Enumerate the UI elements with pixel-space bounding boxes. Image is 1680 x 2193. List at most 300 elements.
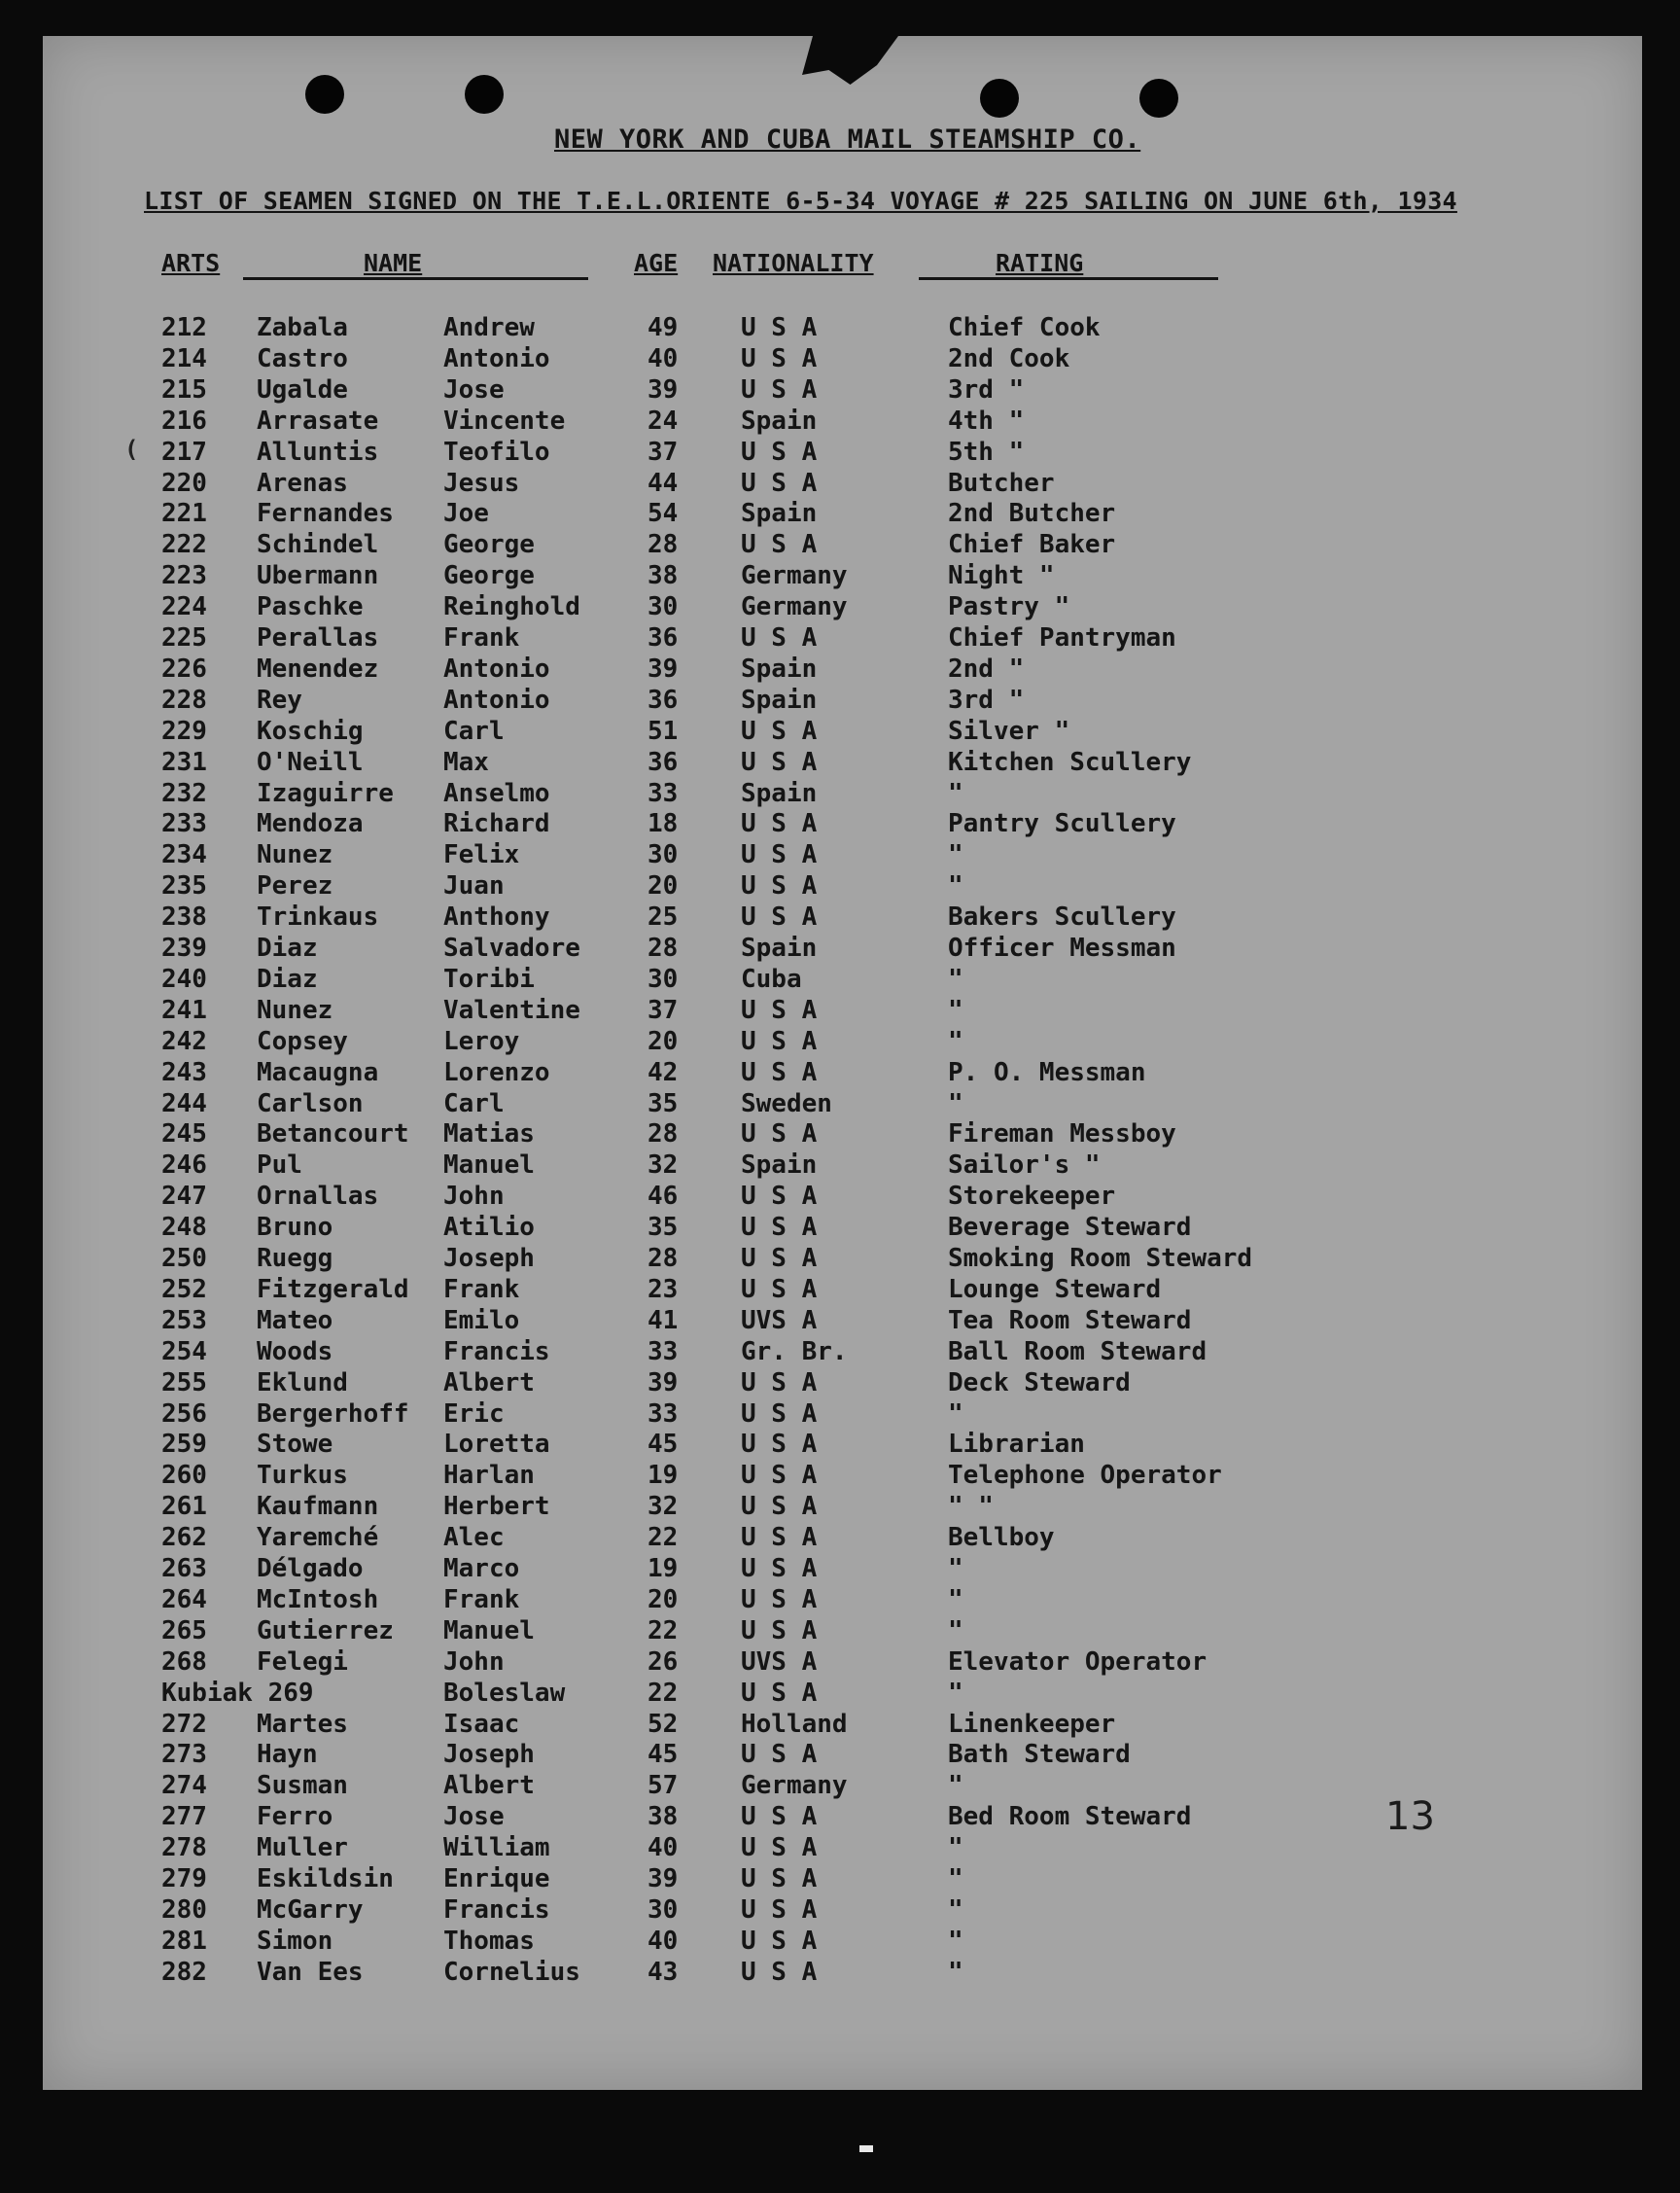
punch-hole (465, 75, 504, 114)
row-number: 244 (161, 1088, 207, 1118)
row-rating: Telephone Operator (948, 1461, 1222, 1491)
row-nationality: UVS A (741, 1305, 818, 1335)
row-age: 42 (648, 1057, 679, 1087)
row-rating: " (948, 1894, 963, 1925)
row-nationality: U S A (741, 468, 818, 498)
table-row (0, 1554, 1680, 1585)
table-row (0, 561, 1680, 592)
table-row (0, 686, 1680, 717)
row-number: 242 (161, 1026, 207, 1056)
row-surname: Yaremché (257, 1523, 379, 1553)
row-age: 39 (648, 1864, 679, 1893)
row-surname: Turkus (257, 1461, 348, 1491)
row-given-name: Leroy (443, 1026, 520, 1056)
row-surname: Martes (257, 1709, 348, 1739)
row-number: 235 (161, 871, 207, 902)
row-nationality: U S A (741, 1274, 818, 1304)
row-age: 44 (648, 468, 679, 498)
row-surname: Trinkaus (257, 902, 379, 933)
row-rating: Ball Room Steward (948, 1336, 1208, 1366)
row-number: 226 (161, 654, 207, 684)
row-given-name: Jesus (443, 468, 520, 498)
row-rating: 2nd Butcher (948, 499, 1116, 529)
row-surname: Eskildsin (257, 1864, 394, 1893)
row-given-name: Albert (443, 1367, 535, 1397)
table-row (0, 717, 1680, 748)
row-surname: Simon (257, 1926, 333, 1956)
row-given-name: Emilo (443, 1305, 520, 1335)
row-given-name: George (443, 530, 535, 560)
row-nationality: U S A (741, 1119, 818, 1150)
row-number: 260 (161, 1461, 207, 1491)
row-rating: P. O. Messman (948, 1057, 1146, 1087)
page-number: 13 (1385, 1794, 1435, 1839)
row-number: 255 (161, 1367, 207, 1397)
row-surname: Mendoza (257, 809, 364, 839)
table-row (0, 1647, 1680, 1679)
row-nationality: Gr. Br. (741, 1336, 848, 1366)
row-surname: Gutierrez (257, 1615, 394, 1645)
row-rating: " (948, 964, 963, 994)
row-rating: 3rd " (948, 374, 1025, 405)
row-number: 259 (161, 1430, 207, 1460)
row-number: 277 (161, 1802, 207, 1832)
row-nationality: U S A (741, 530, 818, 560)
row-given-name: John (443, 1182, 505, 1212)
row-given-name: Anthony (443, 902, 550, 933)
row-age: 35 (648, 1088, 679, 1118)
row-number: 245 (161, 1119, 207, 1150)
row-given-name: George (443, 561, 535, 591)
row-age: 30 (648, 964, 679, 994)
row-surname: Hayn (257, 1740, 318, 1770)
row-rating: 2nd " (948, 654, 1025, 684)
row-surname: Bergerhoff (257, 1398, 409, 1429)
row-number: 220 (161, 468, 207, 498)
table-row (0, 1275, 1680, 1306)
paper-tear (791, 36, 898, 85)
row-surname: Nunez (257, 840, 333, 870)
row-surname: Eklund (257, 1367, 348, 1397)
row-rating: " (948, 1026, 963, 1056)
row-given-name: Jose (443, 1802, 505, 1832)
row-nationality: U S A (741, 1833, 818, 1863)
row-age: 33 (648, 778, 679, 808)
table-row (0, 344, 1680, 375)
row-nationality: Sweden (741, 1088, 832, 1118)
punch-hole (980, 79, 1019, 118)
row-nationality: U S A (741, 1523, 818, 1553)
table-row (0, 1337, 1680, 1368)
row-age: 26 (648, 1646, 679, 1677)
row-rating: Pastry " (948, 592, 1070, 622)
row-given-name: Francis (443, 1336, 550, 1366)
punch-hole (1139, 79, 1178, 118)
row-nationality: U S A (741, 871, 818, 902)
row-rating: " (948, 1926, 963, 1956)
table-row (0, 1523, 1680, 1554)
row-surname: Arenas (257, 468, 348, 498)
row-rating: Chief Baker (948, 530, 1116, 560)
row-age: 33 (648, 1336, 679, 1366)
row-number: 256 (161, 1398, 207, 1429)
margin-mark: ( (124, 436, 139, 463)
row-nationality: Spain (741, 654, 818, 684)
row-number: 225 (161, 623, 207, 653)
row-surname: Ornallas (257, 1182, 379, 1212)
row-surname: Copsey (257, 1026, 348, 1056)
row-number: 231 (161, 747, 207, 777)
table-row (0, 313, 1680, 344)
row-number: 265 (161, 1615, 207, 1645)
row-number: 229 (161, 716, 207, 746)
row-number: 254 (161, 1336, 207, 1366)
row-age: 39 (648, 1367, 679, 1397)
header-age: AGE (634, 249, 679, 277)
row-surname: Mateo (257, 1305, 333, 1335)
punch-hole (305, 75, 344, 114)
row-surname: Bruno (257, 1213, 333, 1243)
row-nationality: U S A (741, 1398, 818, 1429)
row-age: 20 (648, 871, 679, 902)
row-given-name: Carl (443, 1088, 505, 1118)
row-nationality: U S A (741, 995, 818, 1025)
row-surname: Stowe (257, 1430, 333, 1460)
row-age: 45 (648, 1740, 679, 1770)
row-age: 38 (648, 561, 679, 591)
table-row (0, 1119, 1680, 1150)
row-surname: Ruegg (257, 1244, 333, 1273)
row-surname: McIntosh (257, 1584, 379, 1614)
table-row (0, 1399, 1680, 1431)
row-age: 49 (648, 313, 679, 342)
row-rating: " (948, 1957, 963, 1987)
row-nationality: UVS A (741, 1646, 818, 1677)
row-given-name: Andrew (443, 313, 535, 342)
row-rating: Bellboy (948, 1523, 1055, 1553)
row-rating: Bath Steward (948, 1740, 1131, 1770)
row-rating: Deck Steward (948, 1367, 1131, 1397)
row-nationality: Holland (741, 1709, 848, 1739)
row-surname: Castro (257, 343, 348, 373)
row-number: 238 (161, 902, 207, 933)
row-surname: Fitzgerald (257, 1274, 409, 1304)
row-age: 46 (648, 1182, 679, 1212)
table-row (0, 1430, 1680, 1461)
table-row (0, 1958, 1680, 1989)
row-number: 224 (161, 592, 207, 622)
row-given-name: Matias (443, 1119, 535, 1150)
table-row (0, 407, 1680, 438)
row-age: 54 (648, 499, 679, 529)
table-row (0, 748, 1680, 779)
header-rule (919, 277, 1218, 280)
row-age: 28 (648, 530, 679, 560)
row-given-name: Reinghold (443, 592, 580, 622)
row-rating: Bed Room Steward (948, 1802, 1192, 1832)
header-nationality: NATIONALITY (713, 249, 874, 277)
row-nationality: U S A (741, 1615, 818, 1645)
row-nationality: U S A (741, 313, 818, 342)
row-rating: " (948, 1771, 963, 1801)
row-age: 37 (648, 437, 679, 467)
table-row (0, 1864, 1680, 1895)
row-number: 268 (161, 1646, 207, 1677)
table-row (0, 1679, 1680, 1710)
row-surname: Diaz (257, 964, 318, 994)
row-number: 217 (161, 437, 207, 467)
row-age: 43 (648, 1957, 679, 1987)
row-given-name: Marco (443, 1554, 520, 1583)
table-row (0, 654, 1680, 686)
row-surname: Macaugna (257, 1057, 379, 1087)
row-age: 28 (648, 1119, 679, 1150)
row-age: 38 (648, 1802, 679, 1832)
row-surname: Koschig (257, 716, 364, 746)
row-given-name: Salvadore (443, 934, 580, 963)
row-rating: " (948, 840, 963, 870)
row-age: 30 (648, 840, 679, 870)
table-row (0, 1213, 1680, 1244)
row-nationality: Spain (741, 406, 818, 436)
row-nationality: U S A (741, 809, 818, 839)
row-nationality: U S A (741, 1554, 818, 1583)
table-row (0, 438, 1680, 469)
row-given-name: Loretta (443, 1430, 550, 1460)
row-rating: Chief Pantryman (948, 623, 1176, 653)
row-surname: Fernandes (257, 499, 394, 529)
row-given-name: Boleslaw (443, 1678, 566, 1708)
table-row (0, 530, 1680, 561)
row-surname: Ugalde (257, 374, 348, 405)
row-nationality: U S A (741, 1926, 818, 1956)
row-nationality: U S A (741, 902, 818, 933)
row-given-name: Francis (443, 1894, 550, 1925)
row-age: 51 (648, 716, 679, 746)
row-nationality: U S A (741, 1461, 818, 1491)
row-number: 234 (161, 840, 207, 870)
row-age: 41 (648, 1305, 679, 1335)
row-surname: Perallas (257, 623, 379, 653)
row-age: 20 (648, 1026, 679, 1056)
row-nationality: U S A (741, 1057, 818, 1087)
table-row (0, 1368, 1680, 1399)
row-age: 40 (648, 1926, 679, 1956)
row-rating: Chief Cook (948, 313, 1101, 342)
row-number: 273 (161, 1740, 207, 1770)
row-surname: Diaz (257, 934, 318, 963)
row-rating: " (948, 1678, 963, 1708)
row-number: 243 (161, 1057, 207, 1087)
row-given-name: Frank (443, 1584, 520, 1614)
row-surname: Arrasate (257, 406, 379, 436)
header-name: NAME (364, 249, 423, 277)
row-number: 280 (161, 1894, 207, 1925)
row-nationality: Cuba (741, 964, 802, 994)
row-surname: Muller (257, 1833, 348, 1863)
row-rating: Fireman Messboy (948, 1119, 1176, 1150)
row-age: 22 (648, 1678, 679, 1708)
row-number: 232 (161, 778, 207, 808)
row-rating: " (948, 871, 963, 902)
row-surname: Pul (257, 1150, 302, 1181)
table-row (0, 1182, 1680, 1213)
row-number: 240 (161, 964, 207, 994)
row-nationality: Spain (741, 685, 818, 715)
row-rating: " " (948, 1492, 994, 1522)
row-given-name: Cornelius (443, 1957, 580, 1987)
row-age: 35 (648, 1213, 679, 1243)
row-surname: Izaguirre (257, 778, 394, 808)
header-number: ARTS (161, 249, 221, 277)
row-given-name: Manuel (443, 1150, 535, 1181)
row-rating: Kitchen Scullery (948, 747, 1192, 777)
row-given-name: Felix (443, 840, 520, 870)
row-rating: Pantry Scullery (948, 809, 1176, 839)
row-given-name: William (443, 1833, 550, 1863)
row-given-name: Anselmo (443, 778, 550, 808)
row-age: 30 (648, 1894, 679, 1925)
row-age: 52 (648, 1709, 679, 1739)
row-given-name: Valentine (443, 995, 580, 1025)
table-row (0, 965, 1680, 996)
row-surname: Menendez (257, 654, 379, 684)
row-given-name: Joseph (443, 1244, 535, 1273)
row-age: 23 (648, 1274, 679, 1304)
table-row (0, 779, 1680, 810)
row-nationality: Spain (741, 1150, 818, 1181)
row-nationality: U S A (741, 840, 818, 870)
table-row (0, 809, 1680, 840)
row-given-name: Enrique (443, 1864, 550, 1893)
row-nationality: U S A (741, 623, 818, 653)
row-age: 36 (648, 747, 679, 777)
table-row (0, 1461, 1680, 1492)
row-given-name: Herbert (443, 1492, 550, 1522)
row-rating: Night " (948, 561, 1055, 591)
row-number: 264 (161, 1584, 207, 1614)
row-age: 22 (648, 1523, 679, 1553)
row-number: 246 (161, 1150, 207, 1181)
row-rating: " (948, 1584, 963, 1614)
row-given-name: Frank (443, 623, 520, 653)
row-rating: " (948, 1554, 963, 1583)
table-row (0, 840, 1680, 871)
row-rating: Elevator Operator (948, 1646, 1208, 1677)
row-nationality: U S A (741, 1957, 818, 1987)
row-age: 32 (648, 1150, 679, 1181)
row-number: 248 (161, 1213, 207, 1243)
row-number: 281 (161, 1926, 207, 1956)
table-row (0, 469, 1680, 500)
row-number: 262 (161, 1523, 207, 1553)
row-age: 19 (648, 1461, 679, 1491)
row-rating: " (948, 1398, 963, 1429)
document-subtitle: LIST OF SEAMEN SIGNED ON THE T.E.L.ORIENTE 6-5-34 VOYAGE # 225 SAILING ON JUNE 6th, 1934 (144, 187, 1457, 215)
row-rating: " (948, 1833, 963, 1863)
row-number: 261 (161, 1492, 207, 1522)
table-row (0, 871, 1680, 902)
row-nationality: U S A (741, 1894, 818, 1925)
row-rating: 2nd Cook (948, 343, 1070, 373)
table-row (0, 1306, 1680, 1337)
row-number: 274 (161, 1771, 207, 1801)
row-number: 272 (161, 1709, 207, 1739)
row-given-name: Juan (443, 871, 505, 902)
row-given-name: Antonio (443, 654, 550, 684)
row-nationality: U S A (741, 1740, 818, 1770)
row-rating: Silver " (948, 716, 1070, 746)
row-nationality: U S A (741, 716, 818, 746)
row-age: 40 (648, 1833, 679, 1863)
row-rating: " (948, 1864, 963, 1893)
row-rating: Sailor's " (948, 1150, 1101, 1181)
row-age: 36 (648, 623, 679, 653)
table-row (0, 1058, 1680, 1089)
row-surname: McGarry (257, 1894, 364, 1925)
table-row (0, 1027, 1680, 1058)
row-number: 216 (161, 406, 207, 436)
row-given-name: Carl (443, 716, 505, 746)
row-nationality: U S A (741, 1367, 818, 1397)
row-given-name: Antonio (443, 685, 550, 715)
row-given-name: John (443, 1646, 505, 1677)
row-rating: " (948, 1088, 963, 1118)
row-given-name: Manuel (443, 1615, 535, 1645)
row-rating: Linenkeeper (948, 1709, 1116, 1739)
row-number: 212 (161, 313, 207, 342)
table-row (0, 1585, 1680, 1616)
row-given-name: Joseph (443, 1740, 535, 1770)
row-given-name: Antonio (443, 343, 550, 373)
row-age: 24 (648, 406, 679, 436)
row-given-name: Max (443, 747, 489, 777)
document-title: NEW YORK AND CUBA MAIL STEAMSHIP CO. (554, 124, 1141, 155)
row-nationality: Spain (741, 934, 818, 963)
row-age: 39 (648, 374, 679, 405)
row-nationality: U S A (741, 1864, 818, 1893)
row-given-name: Alec (443, 1523, 505, 1553)
row-age: 25 (648, 902, 679, 933)
row-nationality: Spain (741, 499, 818, 529)
row-age: 32 (648, 1492, 679, 1522)
row-age: 57 (648, 1771, 679, 1801)
table-row (0, 1492, 1680, 1523)
row-rating: Librarian (948, 1430, 1085, 1460)
row-surname: Ubermann (257, 561, 379, 591)
row-nationality: Germany (741, 592, 848, 622)
row-number: 214 (161, 343, 207, 373)
header-rule (243, 277, 588, 280)
row-nationality: U S A (741, 1213, 818, 1243)
row-surname: O'Neill (257, 747, 364, 777)
row-age: 28 (648, 1244, 679, 1273)
row-age: 30 (648, 592, 679, 622)
row-age: 28 (648, 934, 679, 963)
row-rating: Bakers Scullery (948, 902, 1176, 933)
row-nationality: U S A (741, 1182, 818, 1212)
header-rating: RATING (996, 249, 1084, 277)
row-rating: Beverage Steward (948, 1213, 1192, 1243)
row-rating: Tea Room Steward (948, 1305, 1192, 1335)
row-number: 263 (161, 1554, 207, 1583)
row-age: 19 (648, 1554, 679, 1583)
row-surname: Van Ees (257, 1957, 364, 1987)
row-given-name: Atilio (443, 1213, 535, 1243)
row-age: 18 (648, 809, 679, 839)
row-nationality: U S A (741, 747, 818, 777)
row-given-name: Vincente (443, 406, 566, 436)
